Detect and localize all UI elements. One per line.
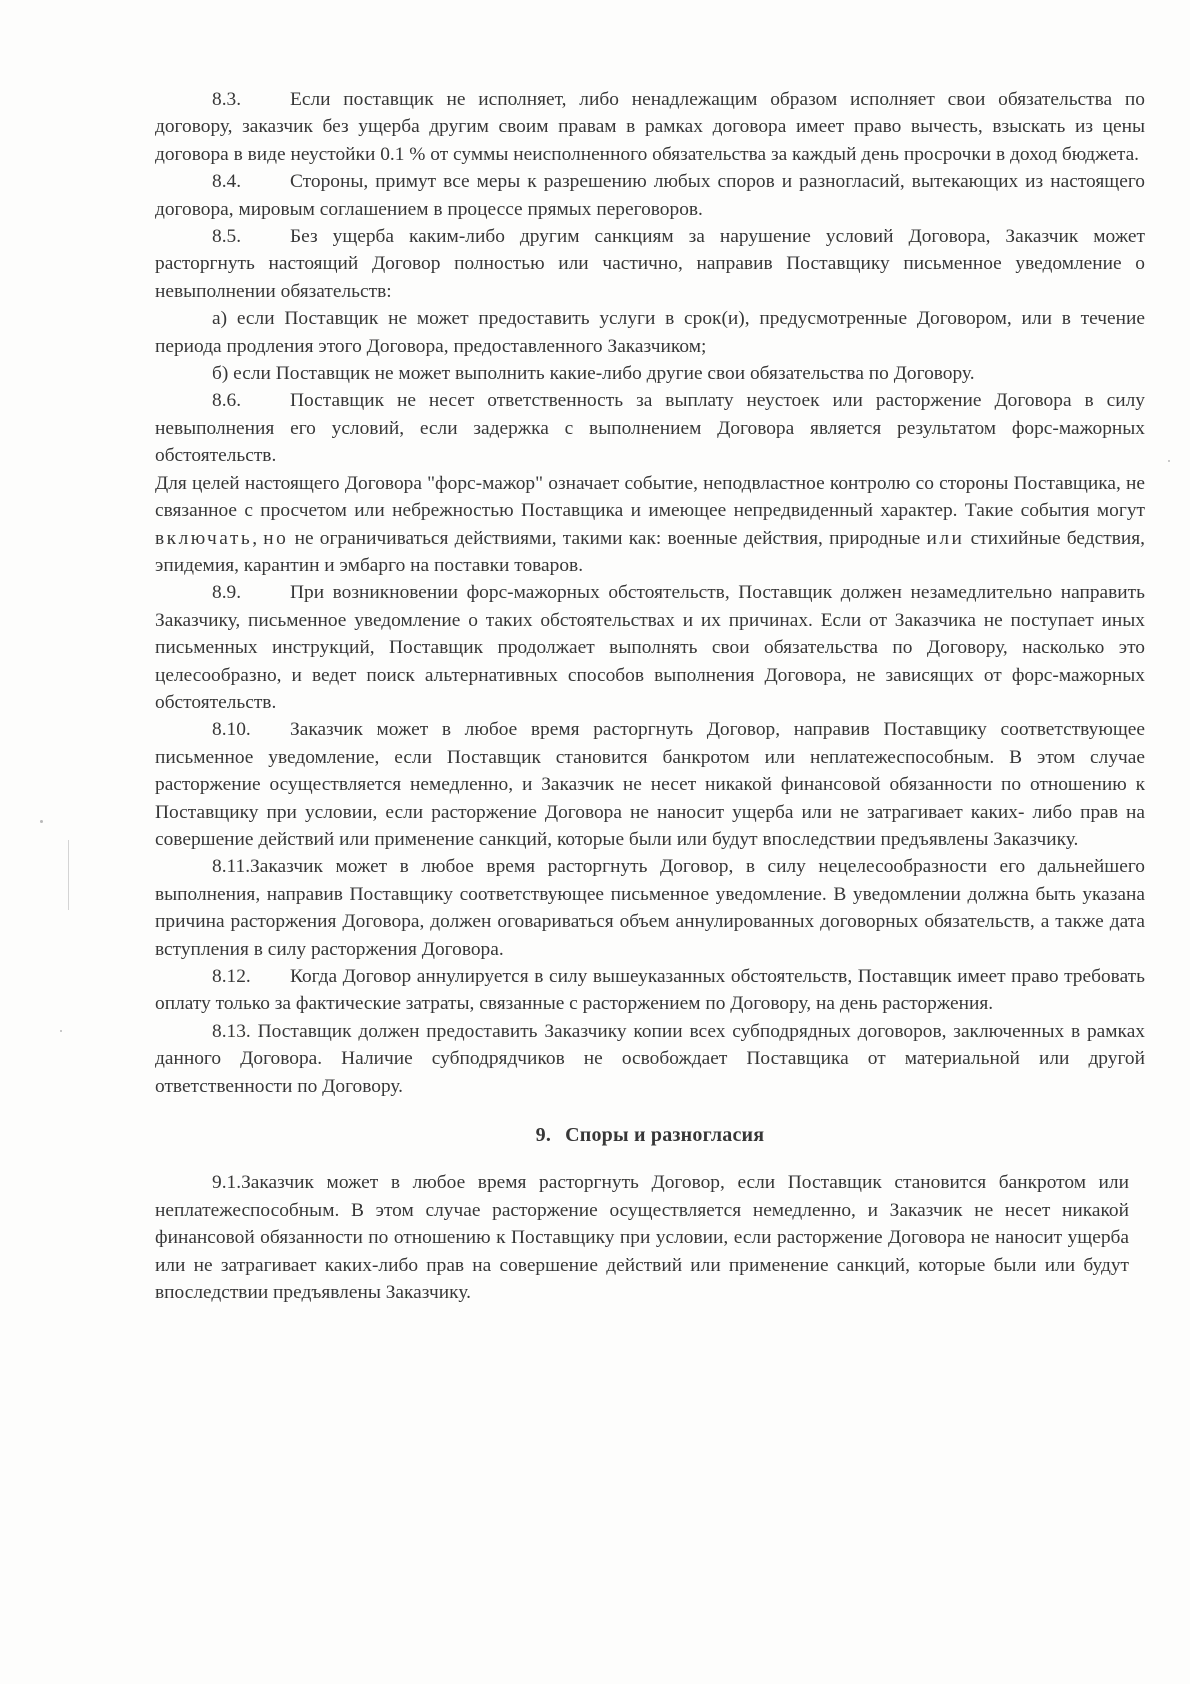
clause-number: 8.12. [212, 966, 251, 987]
clause-8-9 [155, 579, 1145, 716]
clause-8-3 [155, 86, 1145, 168]
clause-number: 8.3. [212, 89, 242, 110]
clause-8-4 [155, 168, 1145, 223]
clause-9-1 [155, 1169, 1129, 1306]
clause-number: 8.5. [212, 226, 242, 248]
scan-speck [60, 1030, 62, 1032]
force-majeure-definition [155, 470, 1145, 580]
clause-8-6 [155, 387, 1145, 469]
clause-text: а) если Поставщик не может предоставить услуги в срок(и), предусмотренные Договором, или в течение периода продления этого Договора, предоставленного Заказчиком; [155, 308, 1145, 357]
clause-number: 8.10. [212, 719, 251, 741]
document-body [155, 86, 1145, 1306]
clause-text: Заказчик может в любое время расторгнуть Договор, направив Поставщику соответствующее письменное уведомление, если Поставщик становится банкротом или неплатежеспособным. В этом случае расторжение осуществляется немедленно, и Заказчик не несет никакой финансовой обязанности по отношению к Поставщику при условии, если расторжение Договора не наносит ущерба или не затрагивает каких- либо прав на совершение действий или применение санкций, которые были или будут впоследствии предъявлены Заказчику. [155, 719, 1145, 850]
clause-8-5 [155, 223, 1145, 305]
clause-text: Когда Договор аннулируется в силу вышеуказанных обстоятельств, Поставщик имеет право требовать оплату только за фактические затраты, связанные с расторжением по Договору, на день расторжения. [155, 966, 1145, 1015]
clause-text: При возникновении форс-мажорных обстоятельств, Поставщик должен незамедлительно направить Заказчику, письменное уведомление о таких обстоятельствах и их причинах. Если от Заказчика не поступает иных письменных инструкций, Поставщик продолжает выполнять свои обязательства по Договору, насколько это целесообразно, и ведет поиск альтернативных способов выполнения Договора, не зависящих от форс-мажорных обстоятельств. [155, 582, 1145, 713]
clause-text-spaced: или [926, 527, 965, 549]
clause-text: Для целей настоящего Договора "форс-мажор" означает событие, неподвластное контролю со стороны Поставщика, не связанное с просчетом или небрежностью Поставщика и имеющее непредвиденный характер. Такие события могут [155, 472, 1145, 522]
scan-artifact-line [68, 840, 69, 910]
clause-text: Стороны, примут все меры к разрешению любых споров и разногласий, вытекающих из настоящего договора, мировым соглашением в процессе прямых переговоров. [155, 171, 1145, 220]
clause-text: 8.13. Поставщик должен предоставить Заказчику копии всех субподрядных договоров, заключенных в рамках данного Договора. Наличие субподрядчиков не освобождает Поставщика от материальной или другой ответственности по Договору. [155, 1020, 1145, 1097]
clause-text: 9.1.Заказчик может в любое время расторгнуть Договор, если Поставщик становится банкротом или неплатежеспособным. В этом случае расторжение осуществляется немедленно, и Заказчик не несет никакой финансовой обязанности по отношению к Поставщику при условии, если расторжение Договора не наносит ущерба или не затрагивает каких-либо прав на совершение действий или применение санкций, которые были или будут впоследствии предъявлены Заказчику. [155, 1172, 1129, 1304]
clause-text: не ограничиваться действиями, такими как: военные действия, природные [288, 527, 927, 549]
clause-number: 8.9. [212, 582, 242, 604]
clause-8-10 [155, 716, 1145, 853]
clause-8-12 [155, 963, 1145, 1018]
clause-text: Поставщик не несет ответственность за выплату неустоек или расторжение Договора в силу невыполнения его условий, если задержка с выполнением Договора является результатом форс-мажорных обстоятельств. [155, 390, 1145, 467]
clause-text: Если поставщик не исполняет, либо ненадлежащим образом исполняет свои обязательства по договору, заказчик без ущерба другим своим правам в рамках договора имеет право вычесть, взыскать из цены договора в виде неустойки 0.1 % от суммы неисполненного обязательства за каждый день просрочки в доход бюджета. [155, 89, 1145, 165]
clause-text-spaced: включать [155, 527, 253, 549]
scan-speck [40, 820, 43, 823]
clause-text: Без ущерба каким-либо другим санкциям за нарушение условий Договора, Заказчик может расторгнуть настоящий Договор полностью или частично, направив Поставщику письменное уведомление о невыполнении обязательств: [155, 226, 1145, 302]
clause-8-11 [155, 853, 1145, 963]
clause-number: 8.4. [212, 171, 242, 193]
clause-8-13 [155, 1018, 1145, 1100]
clause-text: 8.11.Заказчик может в любое время расторгнуть Договор, в силу нецелесообразности его дальнейшего выполнения, направив Поставщику соответствующее письменное уведомление. В уведомлении должна быть указана причина расторжения Договора, должен оговариваться объем аннулированных договорных обязательств, а также дата вступления в силу расторжения Договора. [155, 856, 1145, 960]
clause-8-5-b [155, 360, 1145, 387]
clause-text: , [252, 527, 264, 549]
clause-8-5-a [155, 305, 1145, 360]
section-title: Споры и разногласия [565, 1124, 765, 1147]
clause-text: б) если Поставщик не может выполнить какие-либо другие свои обязательства по Договору. [212, 363, 975, 385]
clause-text: стихийные бедствия, эпидемия, карантин и эмбарго на поставки товаров. [155, 527, 1145, 576]
scan-speck [1168, 460, 1170, 462]
clause-number: 8.6. [212, 390, 242, 412]
section-number: 9. [535, 1124, 552, 1147]
section-9-heading [155, 1122, 1145, 1149]
section-9-body [155, 1169, 1145, 1306]
clause-text-spaced: но [263, 527, 289, 549]
